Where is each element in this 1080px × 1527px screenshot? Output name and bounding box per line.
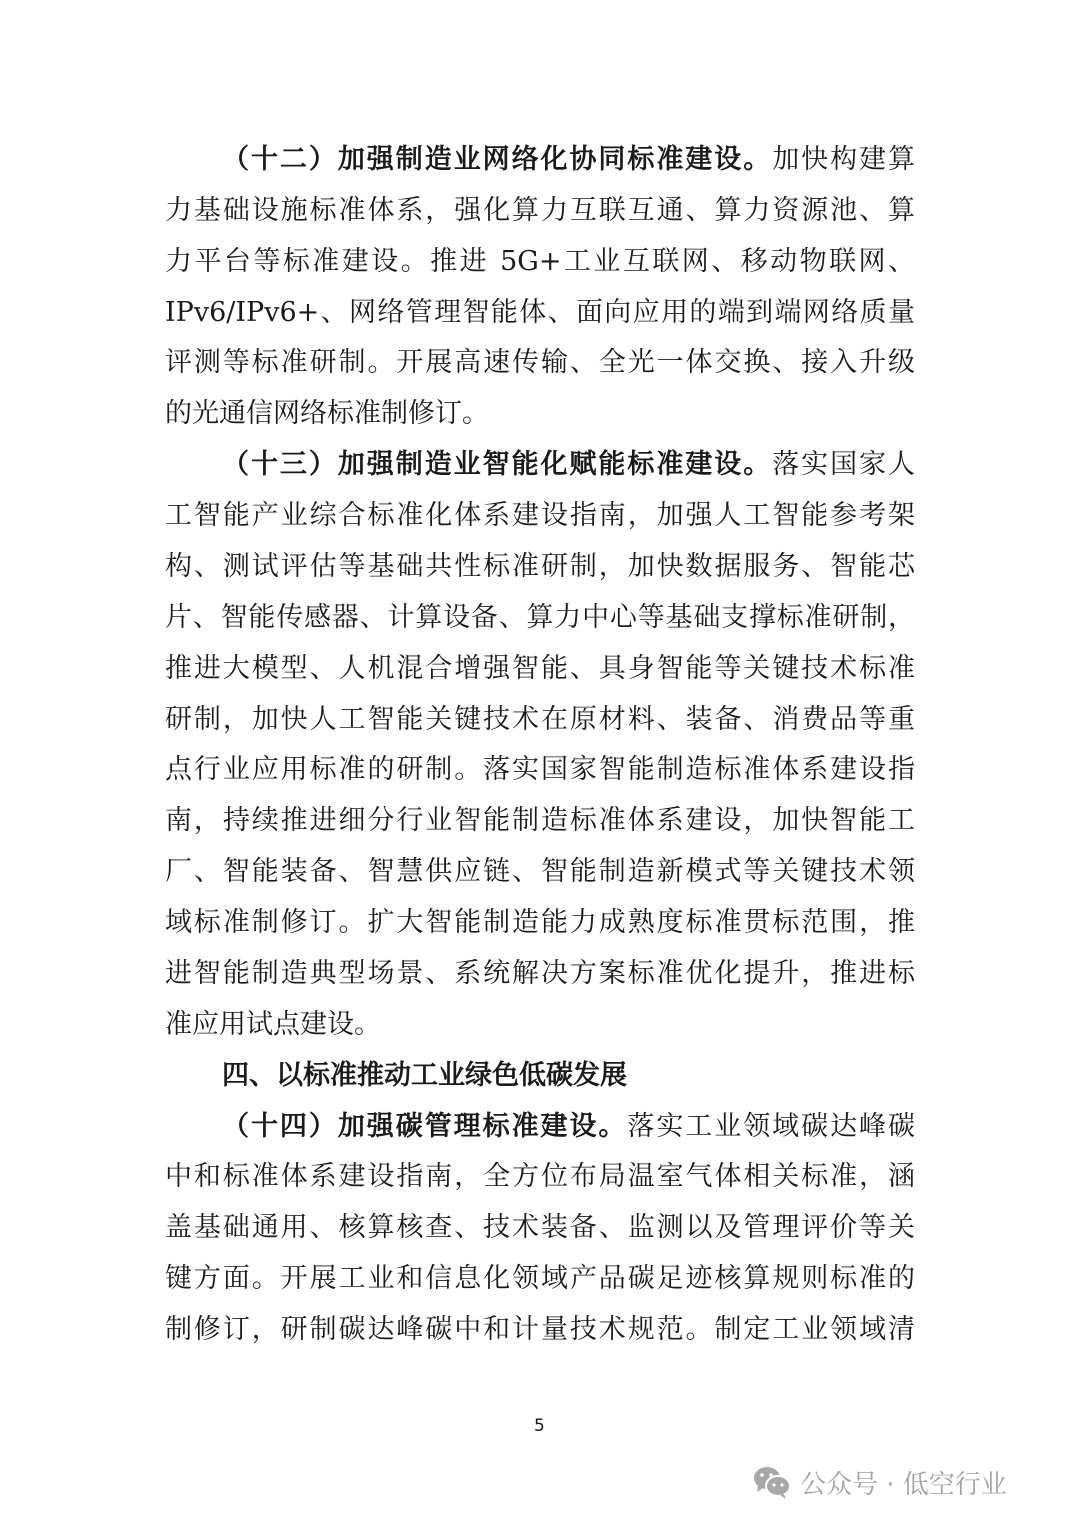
line-text: 厂、智能装备、智慧供应链、智能制造新模式等关键技术领 — [165, 856, 915, 888]
paragraph-line — [165, 1005, 915, 1045]
line-text: 落实国家人 — [772, 449, 916, 481]
paragraph-line — [165, 1259, 915, 1299]
line-text: 工智能产业综合标准化体系建设指南，加强人工智能参考架 — [165, 500, 915, 532]
line-text: 制修订，研制碳达峰碳中和计量技术规范。制定工业领域清 — [165, 1314, 915, 1345]
paragraph-line — [165, 1157, 915, 1197]
line-text: 域标准制修订。扩大智能制造能力成熟度标准贯标范围，推 — [165, 907, 915, 939]
paragraph-line — [165, 1310, 915, 1350]
paragraph-line — [165, 598, 915, 638]
watermark — [752, 1460, 1007, 1504]
line-text: 南，持续推进细分行业智能制造标准体系建设，加快智能工 — [165, 805, 915, 837]
line-text: 构、测试评估等基础共性标准研制，加快数据服务、智能芯 — [165, 550, 915, 582]
line-text: 加快构建算 — [772, 144, 916, 175]
line-text: 中和标准体系建设指南，全方位布局温室气体相关标准，涵 — [165, 1161, 915, 1193]
paragraph-line — [165, 547, 915, 587]
line-text: 研制，加快人工智能关键技术在原材料、装备、消费品等重 — [165, 703, 915, 735]
paragraph-line — [165, 954, 915, 994]
wechat-icon — [752, 1464, 792, 1500]
paragraph-line — [165, 801, 915, 841]
line-text: 力平台等标准建设。推进 5G+工业互联网、移动物联网、 — [165, 245, 915, 277]
line-text: 片、智能传感器、计算设备、算力中心等基础支撑标准研制， — [165, 601, 915, 633]
paragraph-line — [165, 903, 915, 943]
paragraph-line — [222, 140, 915, 180]
page-number: 5 — [534, 1416, 545, 1436]
paragraph-line — [165, 700, 915, 740]
paragraph-line — [165, 293, 915, 333]
watermark-text: 公众号 · 低空行业 — [800, 1469, 1007, 1500]
paragraph-line — [165, 750, 915, 790]
paragraph-line — [165, 191, 915, 231]
paragraph-line — [165, 394, 915, 434]
paragraph-line — [222, 445, 915, 485]
line-text: 进智能制造典型场景、系统解决方案标准优化提升，推进标 — [165, 957, 915, 989]
paragraph-line — [222, 1107, 915, 1147]
line-text: 评测等标准研制。开展高速传输、全光一体交换、接入升级 — [165, 347, 915, 379]
paragraph-lead-title: （十三）加强制造业智能化赋能标准建设。 — [222, 449, 773, 481]
line-text: 推进大模型、人机混合增强智能、具身智能等关键技术标准 — [165, 652, 915, 684]
paragraph-line — [165, 242, 915, 282]
line-text: 准应用试点建设。 — [165, 1008, 381, 1040]
line-text: 四、以标准推动工业绿色低碳发展 — [222, 1059, 627, 1091]
paragraph-line — [165, 852, 915, 892]
paragraph-line — [165, 1208, 915, 1248]
paragraph-line — [165, 496, 915, 536]
line-text: IPv6/IPv6+、网络管理智能体、面向应用的端到端网络质量 — [165, 296, 915, 328]
paragraph-lead-title: （十四）加强碳管理标准建设。 — [222, 1110, 628, 1142]
line-text: 盖基础通用、核算核查、技术装备、监测以及管理评价等关 — [165, 1212, 915, 1244]
line-text: 的光通信网络标准制修订。 — [165, 398, 489, 430]
paragraph-line — [165, 343, 915, 383]
paragraph-line — [165, 649, 915, 689]
section-heading — [222, 1056, 915, 1096]
line-text: 落实工业领域碳达峰碳 — [627, 1110, 915, 1142]
paragraph-lead-title: （十二）加强制造业网络化协同标准建设。 — [222, 144, 773, 175]
line-text: 键方面。开展工业和信息化领域产品碳足迹核算规则标准的 — [165, 1263, 915, 1295]
line-text: 点行业应用标准的研制。落实国家智能制造标准体系建设指 — [165, 754, 915, 786]
line-text: 力基础设施标准体系，强化算力互联互通、算力资源池、算 — [165, 194, 915, 226]
